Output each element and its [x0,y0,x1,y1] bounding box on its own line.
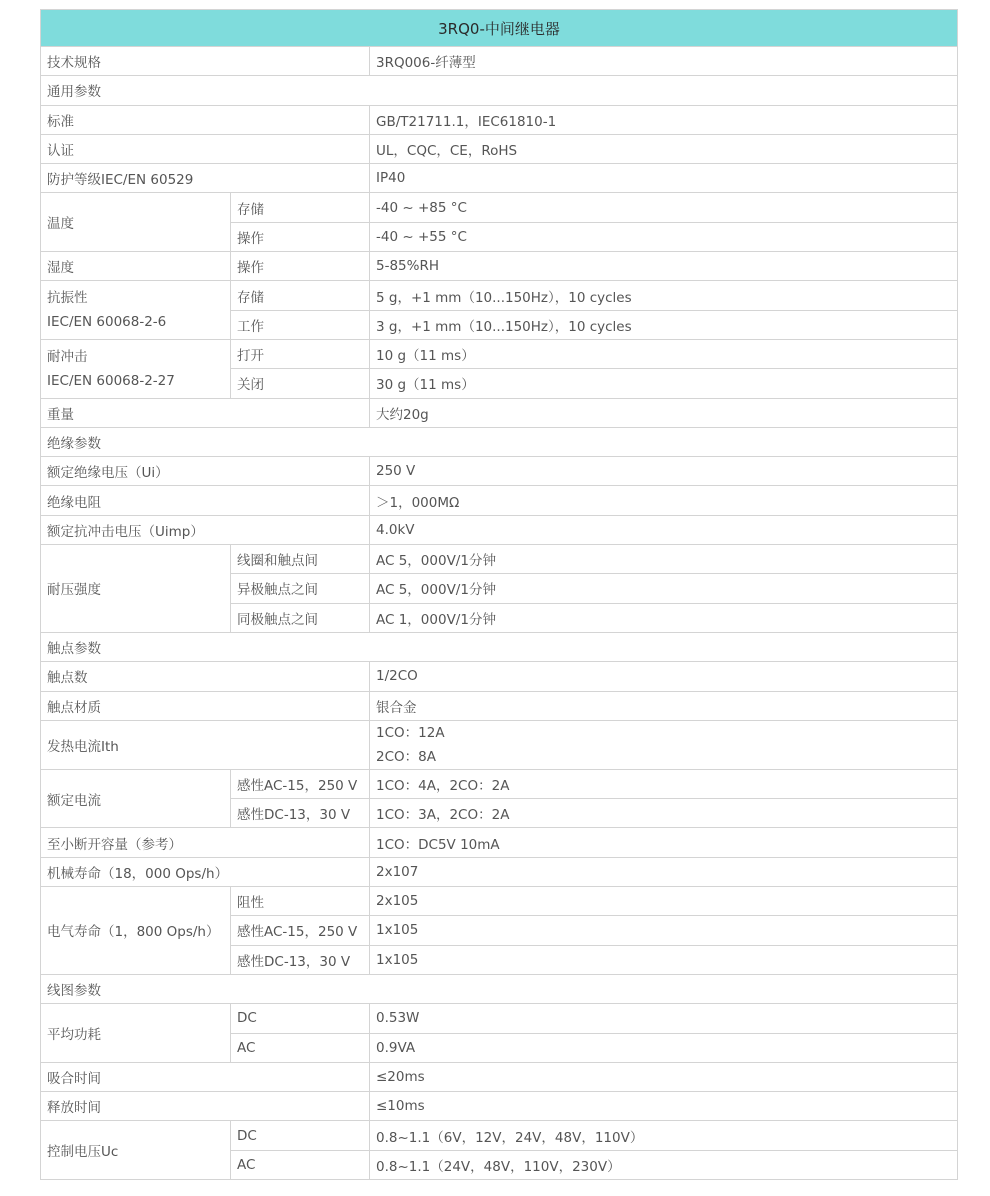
row-sublabel: 操作 [231,252,370,281]
section-insulation: 绝缘参数 [41,427,958,456]
row-value: UL，CQC，CE，RoHS [370,134,958,163]
row-sublabel: 工作 [231,310,370,339]
row-value: 1x105 [370,945,958,974]
row-value: 30 g（11 ms） [370,369,958,398]
row-sublabel: 线圈和触点间 [231,545,370,574]
row-value: 1CO：3A，2CO：2A [370,799,958,828]
row-label: 绝缘电阻 [41,486,370,515]
row-label [41,281,231,340]
row-label: 重量 [41,398,370,427]
row-value: 5 g，+1 mm（10...150Hz），10 cycles [370,281,958,310]
table-row [41,1004,958,1033]
row-value: 3 g，+1 mm（10...150Hz），10 cycles [370,310,958,339]
row-sublabel: 异极触点之间 [231,574,370,603]
table-row [41,134,958,163]
row-value: 0.53W [370,1004,958,1033]
row-value: 0.8~1.1（24V，48V，110V，230V） [370,1150,958,1179]
row-sublabel: AC [231,1033,370,1062]
section-general: 通用参数 [41,76,958,105]
row-label: 标准 [41,105,370,134]
label-line: 抗振性 [47,290,88,307]
title-row [41,10,958,47]
row-sublabel: 感性AC-15，250 V [231,916,370,945]
row-label: 至小断开容量（参考） [41,828,370,857]
table-row [41,662,958,691]
row-sublabel: 同极触点之间 [231,603,370,632]
row-value: IP40 [370,164,958,193]
row-label: 机械寿命（18，000 Ops/h） [41,857,370,886]
section-coil: 线图参数 [41,974,958,1003]
row-sublabel: 打开 [231,339,370,368]
label-line: IEC/EN 60068-2-6 [47,314,167,331]
table-row [41,545,958,574]
row-value: AC 5，000V/1分钟 [370,574,958,603]
table-row [41,720,958,769]
row-value: 4.0kV [370,515,958,544]
table-row [41,486,958,515]
table-row [41,769,958,798]
value-line: 1CO：12A [376,724,445,741]
row-value: ≤20ms [370,1062,958,1091]
row-sublabel: 关闭 [231,369,370,398]
table-row [41,1062,958,1091]
row-value: ≤10ms [370,1092,958,1121]
section-row [41,427,958,456]
row-label: 控制电压Uc [41,1121,231,1180]
table-row [41,105,958,134]
row-value: -40 ~ +85 °C [370,193,958,222]
row-value: GB/T21711.1，IEC61810-1 [370,105,958,134]
row-value: 银合金 [370,691,958,720]
section-row [41,974,958,1003]
table-row [41,47,958,76]
row-sublabel: 感性AC-15，250 V [231,769,370,798]
row-value: AC 1，000V/1分钟 [370,603,958,632]
value-line: 2CO：8A [376,748,436,765]
table-row [41,457,958,486]
row-value: ＞1，000MΩ [370,486,958,515]
spec-table [40,9,958,1180]
table-row [41,339,958,368]
row-value: 3RQ006-纤薄型 [370,47,958,76]
row-label: 耐压强度 [41,545,231,633]
row-value: 10 g（11 ms） [370,339,958,368]
row-label: 吸合时间 [41,1062,370,1091]
row-label: 触点材质 [41,691,370,720]
table-title: 3RQ0-中间继电器 [41,10,958,47]
table-row [41,164,958,193]
section-contact: 触点参数 [41,632,958,661]
row-value [370,720,958,769]
table-row [41,252,958,281]
table-row [41,828,958,857]
row-sublabel: 感性DC-13，30 V [231,945,370,974]
table-row [41,515,958,544]
row-sublabel: 存储 [231,193,370,222]
row-sublabel: 操作 [231,222,370,251]
table-row [41,887,958,916]
row-value: 0.9VA [370,1033,958,1062]
row-label: 平均功耗 [41,1004,231,1063]
label-line: 耐冲击 [47,348,88,365]
row-label: 认证 [41,134,370,163]
label-line: IEC/EN 60068-2-27 [47,372,175,389]
row-value: 大约20g [370,398,958,427]
row-value: -40 ~ +55 °C [370,222,958,251]
row-label: 温度 [41,193,231,252]
row-label: 释放时间 [41,1092,370,1121]
row-label: 触点数 [41,662,370,691]
row-value: 1CO：4A，2CO：2A [370,769,958,798]
row-value: 1/2CO [370,662,958,691]
row-label: 电气寿命（1，800 Ops/h） [41,887,231,975]
table-row [41,1092,958,1121]
table-row [41,857,958,886]
section-row [41,632,958,661]
row-value: 5-85%RH [370,252,958,281]
row-label: 额定电流 [41,769,231,828]
row-value: 1CO：DC5V 10mA [370,828,958,857]
row-sublabel: 存储 [231,281,370,310]
row-value: 250 V [370,457,958,486]
row-sublabel: DC [231,1121,370,1150]
row-sublabel: 感性DC-13，30 V [231,799,370,828]
row-value: AC 5，000V/1分钟 [370,545,958,574]
row-label: 防护等级IEC/EN 60529 [41,164,370,193]
table-row [41,193,958,222]
row-value: 1x105 [370,916,958,945]
table-row [41,1121,958,1150]
row-label: 湿度 [41,252,231,281]
row-value: 2x105 [370,887,958,916]
row-label: 发热电流Ith [41,720,370,769]
row-label: 技术规格 [41,47,370,76]
row-sublabel: DC [231,1004,370,1033]
row-value: 2x107 [370,857,958,886]
row-sublabel: AC [231,1150,370,1179]
table-row [41,691,958,720]
table-row [41,281,958,310]
row-label [41,339,231,398]
row-value: 0.8~1.1（6V，12V，24V，48V，110V） [370,1121,958,1150]
row-sublabel: 阻性 [231,887,370,916]
table-row [41,398,958,427]
row-label: 额定抗冲击电压（Uimp） [41,515,370,544]
row-label: 额定绝缘电压（Ui） [41,457,370,486]
section-row [41,76,958,105]
